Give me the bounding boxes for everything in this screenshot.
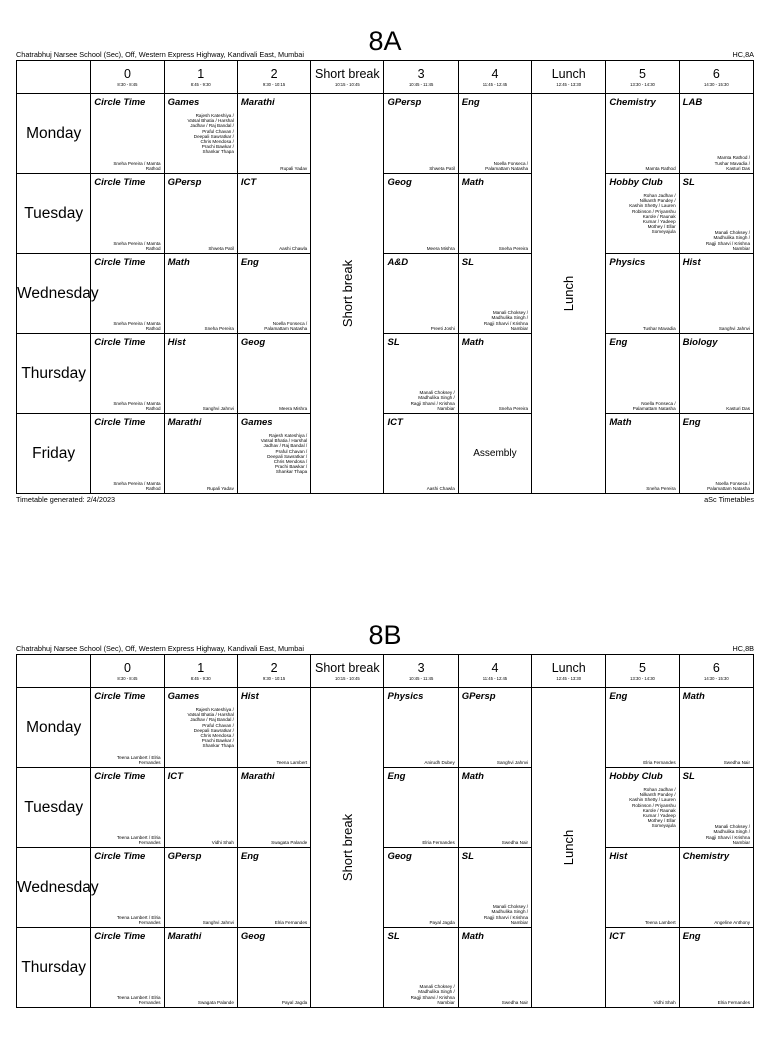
- lesson-cell[interactable]: [458, 334, 531, 414]
- subject-name: SL: [461, 257, 474, 268]
- period-time: 10:15 - 10:45: [334, 81, 360, 87]
- teacher-names: Sneha Pereira: [204, 325, 234, 331]
- lesson-cell[interactable]: [164, 254, 237, 334]
- period-label: 6: [712, 66, 720, 81]
- teacher-names: Shweta Patil: [208, 245, 234, 251]
- subject-name: Chemistry: [609, 97, 656, 108]
- day-label: Tuesday: [17, 174, 91, 254]
- header-row: [17, 655, 754, 688]
- day-row: [17, 768, 754, 848]
- period-label: 4: [491, 66, 499, 81]
- teacher-names: Tushar Mavadia: [642, 325, 676, 331]
- lunch-column: [532, 688, 606, 1008]
- lesson-cell[interactable]: [164, 928, 237, 1008]
- lunch-column: [532, 94, 606, 494]
- timetable-sheet: [16, 26, 754, 521]
- class-title: 8B: [368, 620, 402, 650]
- subject-name: Eng: [609, 337, 628, 348]
- period-header: [458, 655, 531, 688]
- lesson-cell[interactable]: [458, 414, 531, 494]
- school-name: Chatrabhuj Narsee School (Sec), Off, Western Express Highway, Kandivali East, Mumbai: [16, 50, 304, 59]
- day-row: [17, 928, 754, 1008]
- period-label: 3: [417, 66, 425, 81]
- subject-name: Chemistry: [682, 851, 730, 862]
- subject-name: Circle Time: [94, 931, 146, 942]
- subject-name: Circle Time: [94, 257, 146, 268]
- teacher-names: Kasturi Das: [726, 405, 750, 411]
- period-header: [679, 61, 753, 94]
- day-label: Thursday: [17, 334, 91, 414]
- lesson-cell[interactable]: [679, 334, 753, 414]
- subject-name: Hobby Club: [609, 177, 663, 188]
- lesson-cell[interactable]: [606, 174, 679, 254]
- subject-name: Eng: [240, 257, 259, 268]
- teacher-names: Teena Lambert / Elria Fernandes: [116, 914, 161, 925]
- period-time: 13:30 - 14:30: [630, 81, 655, 87]
- lesson-cell[interactable]: [606, 768, 679, 848]
- lesson-cell[interactable]: [237, 334, 310, 414]
- teacher-names: Manali Choksey / Madhulika Singh / Ragji Sharvi / Krishna Nambiar: [483, 904, 529, 925]
- teacher-names: Teena Lambert / Elria Fernandes: [116, 754, 161, 765]
- lesson-cell[interactable]: [91, 768, 164, 848]
- lesson-cell[interactable]: [679, 94, 753, 174]
- lesson-cell[interactable]: [458, 928, 531, 1008]
- teacher-names: Sanghvi Jahnvi: [202, 405, 234, 411]
- period-label: 2: [270, 660, 278, 675]
- lesson-cell[interactable]: [384, 334, 458, 414]
- subject-name: Hist: [682, 257, 701, 268]
- class-title: 8A: [368, 26, 402, 56]
- period-label: Lunch: [551, 660, 586, 675]
- teacher-names: Rohan Jadhav / Nilkanth Pandey / Kashin Shetty / Lauren Robinson / Priyanshu Karole / Raunak Kumar / Yadeep Mothey / Ellar Someyajula: [629, 787, 676, 829]
- teacher-names: Noella Fonseca / Palamattam Natasha: [485, 160, 529, 171]
- lesson-cell[interactable]: [606, 334, 679, 414]
- subject-name: Physics: [387, 691, 424, 702]
- subject-name: Hist: [167, 337, 186, 348]
- subject-name: Eng: [682, 931, 701, 942]
- short-break-label: Short break: [339, 259, 355, 327]
- day-label: Wednesday: [17, 848, 91, 928]
- period-time: 11:45 - 12:45: [482, 675, 508, 681]
- period-header: [532, 655, 606, 688]
- lesson-cell[interactable]: [384, 174, 458, 254]
- lesson-cell[interactable]: [91, 334, 164, 414]
- period-header: [91, 61, 164, 94]
- subject-name: Hist: [609, 851, 628, 862]
- subject-name: GPersp: [167, 177, 202, 188]
- day-row: [17, 334, 754, 414]
- period-label: 3: [417, 660, 425, 675]
- subject-name: ICT: [387, 417, 403, 428]
- subject-name: Math: [609, 417, 632, 428]
- timetable-sheet: [16, 620, 754, 1040]
- teacher-names: Manali Choksey / Madhulika Singh / Ragji Sharvi / Krishna Nambiar: [410, 390, 455, 411]
- generated-date: Timetable generated: 2/4/2023: [16, 495, 116, 504]
- teacher-names: Noella Fonseca / Palamattam Natasha: [632, 400, 676, 411]
- lesson-cell[interactable]: [458, 768, 531, 848]
- subject-name: SL: [387, 337, 400, 348]
- subject-name: Circle Time: [94, 97, 146, 108]
- day-label: Monday: [17, 688, 91, 768]
- class-code: HC,8B: [732, 644, 754, 653]
- teacher-names: Rajesh Kateshiya / Vatsal Bhatia / Harshal Jadhav / Raj Bandal / Praful Chavan / Deepali Sawratkar / Chris Mendosa / Prachi Bawkar / Shankar Thapa: [260, 433, 308, 475]
- subject-name: ICT: [240, 177, 257, 188]
- subject-name: GPersp: [167, 851, 202, 862]
- subject-name: Hobby Club: [609, 771, 663, 782]
- teacher-names: Swedha Nair: [501, 999, 529, 1005]
- teacher-names: Swagata Palande: [197, 999, 234, 1005]
- teacher-names: Swedha Nair: [501, 839, 529, 845]
- teacher-names: Sneha Pereira / Mamta Rathod: [113, 480, 161, 491]
- subject-name: SL: [461, 851, 474, 862]
- teacher-names: Swagata Palande: [271, 839, 308, 845]
- period-header: [384, 655, 458, 688]
- subject-name: Eng: [609, 691, 628, 702]
- lesson-cell[interactable]: [384, 94, 458, 174]
- teacher-names: Preeti Joshi: [430, 325, 455, 331]
- teacher-names: Elria Fernandes: [717, 999, 750, 1005]
- period-time: 8:30 - 8:45: [117, 675, 138, 681]
- lesson-cell[interactable]: [384, 254, 458, 334]
- timetable-grid: [16, 654, 754, 1008]
- header-row: [17, 61, 754, 94]
- lesson-cell[interactable]: [458, 254, 531, 334]
- period-label: Lunch: [551, 66, 586, 81]
- teacher-names: Mamta Rathod: [645, 165, 676, 171]
- short-break-column: [311, 688, 384, 1008]
- teacher-names: Sneha Pereira: [498, 245, 529, 251]
- day-label: Thursday: [17, 928, 91, 1008]
- subject-name: ICT: [609, 931, 625, 942]
- subject-name: Eng: [387, 771, 406, 782]
- subject-name: Circle Time: [94, 417, 146, 428]
- subject-name: Circle Time: [94, 337, 146, 348]
- period-header: [164, 61, 237, 94]
- lesson-cell[interactable]: [237, 254, 310, 334]
- lesson-cell[interactable]: [237, 848, 310, 928]
- subject-name: Eng: [240, 851, 259, 862]
- period-header: [237, 655, 310, 688]
- teacher-names: Sanghvi Jahnvi: [202, 919, 234, 925]
- lesson-cell[interactable]: [164, 688, 237, 768]
- period-label: 0: [123, 660, 131, 675]
- teacher-names: Aashi Chawla: [426, 485, 455, 491]
- day-row: [17, 414, 754, 494]
- period-label: 0: [123, 66, 131, 81]
- teacher-names: Sanghvi Jahnvi: [718, 325, 750, 331]
- short-break-label: Short break: [339, 813, 355, 881]
- period-header: [679, 655, 753, 688]
- lesson-cell[interactable]: [164, 334, 237, 414]
- teacher-names: Noella Fonseca / Palamattam Natasha: [707, 480, 750, 491]
- subject-name: Geog: [387, 177, 412, 188]
- teacher-names: Shweta Patil: [429, 165, 455, 171]
- teacher-names: Elria Fernandes: [274, 919, 308, 925]
- subject-name: Marathi: [240, 771, 275, 782]
- lesson-cell[interactable]: [606, 414, 679, 494]
- teacher-names: Rajesh Kateshiya / Vatsal Bhatia / Harshal Jadhav / Raj Bandal / Praful Chavan / Deepali Sawratkar / Chris Mendosa / Prachi Bawkar / Shankar Thapa: [187, 707, 234, 749]
- short-break-column: [311, 94, 384, 494]
- teacher-names: Rupali Yadav: [206, 485, 234, 491]
- lesson-cell[interactable]: [237, 768, 310, 848]
- lesson-cell[interactable]: [458, 688, 531, 768]
- subject-name: Math: [461, 337, 484, 348]
- lesson-cell[interactable]: [237, 688, 310, 768]
- lesson-cell[interactable]: [606, 254, 679, 334]
- subject-name: Geog: [240, 931, 266, 942]
- teacher-names: Mamta Rathod / Tushar Mavadia / Kasturi Das: [714, 155, 750, 171]
- lesson-cell[interactable]: [606, 928, 679, 1008]
- teacher-names: Manali Choksey / Madhulika Singh / Ragji Sharvi / Krishna Nambiar: [705, 230, 750, 251]
- lesson-cell[interactable]: [679, 848, 753, 928]
- lesson-cell[interactable]: [164, 414, 237, 494]
- lesson-cell[interactable]: [164, 94, 237, 174]
- period-time: 12:45 - 13:30: [556, 675, 582, 681]
- period-label: 2: [270, 66, 278, 81]
- teacher-names: Sneha Pereira / Mamta Rathod: [113, 400, 161, 411]
- teacher-names: Teena Lambert: [645, 919, 676, 925]
- lesson-cell[interactable]: [384, 928, 458, 1008]
- subject-name: Math: [167, 257, 190, 268]
- subject-name: LAB: [682, 97, 703, 108]
- teacher-names: Sneha Pereira / Mamta Rathod: [113, 160, 161, 171]
- subject-name: Eng: [461, 97, 480, 108]
- teacher-names: Manali Choksey / Madhulika Singh / Ragji Sharvi / Krishna Nambiar: [410, 984, 455, 1005]
- teacher-names: Meera Mishra: [279, 405, 308, 411]
- subject-name: Marathi: [167, 931, 202, 942]
- corner-cell: [17, 61, 91, 94]
- subject-name: Games: [240, 417, 273, 428]
- lesson-cell[interactable]: [606, 848, 679, 928]
- subject-name: Math: [461, 771, 484, 782]
- subject-name: SL: [682, 771, 695, 782]
- lesson-cell[interactable]: [679, 174, 753, 254]
- period-label: Short break: [315, 660, 380, 675]
- subject-name: SL: [682, 177, 695, 188]
- day-row: [17, 174, 754, 254]
- teacher-names: Elria Fernandes: [422, 839, 455, 845]
- subject-name: Circle Time: [94, 691, 146, 702]
- lesson-cell[interactable]: [91, 848, 164, 928]
- teacher-names: Meera Mishra: [426, 245, 455, 251]
- teacher-names: Sneha Pereira: [646, 485, 676, 491]
- day-label: Tuesday: [17, 768, 91, 848]
- period-time: 14:30 - 15:30: [703, 81, 729, 87]
- generator-credit: aSc Timetables: [704, 495, 754, 504]
- lesson-cell[interactable]: [91, 928, 164, 1008]
- subject-name: Games: [167, 691, 200, 702]
- period-header: [458, 61, 531, 94]
- lesson-cell[interactable]: [679, 928, 753, 1008]
- teacher-names: Manali Choksey / Madhulika Singh / Ragji Sharvi / Krishna Nambiar: [705, 824, 750, 845]
- corner-cell: [17, 655, 91, 688]
- lesson-cell[interactable]: [237, 414, 310, 494]
- lesson-cell[interactable]: [458, 94, 531, 174]
- period-label: 5: [639, 66, 646, 81]
- lesson-cell[interactable]: [91, 94, 164, 174]
- lunch-label: Lunch: [561, 275, 577, 311]
- subject-name: SL: [387, 931, 400, 942]
- period-time: 12:45 - 13:30: [556, 81, 582, 87]
- lesson-cell[interactable]: [91, 174, 164, 254]
- teacher-names: Aashi Chawla: [279, 245, 308, 251]
- period-header: [311, 61, 384, 94]
- period-header: [532, 61, 606, 94]
- teacher-names: Payal Jagda: [429, 919, 455, 925]
- period-header: [606, 655, 679, 688]
- subject-name: Geog: [240, 337, 266, 348]
- period-time: 10:45 - 11:45: [408, 675, 434, 681]
- teacher-names: Rajesh Kateshiya / Vatsal Bhatia / Harshal Jadhav / Raj Bandal / Praful Chavan / Deepali Sawratkar / Chris Mendosa / Prachi Bawkar / Shankar Thapa: [187, 113, 234, 155]
- teacher-names: Teena Lambert / Elria Fernandes: [116, 994, 161, 1005]
- teacher-names: Manali Choksey / Madhulika Singh / Ragji Sharvi / Krishna Nambiar: [483, 310, 529, 331]
- teacher-names: Rupali Yadav: [280, 165, 308, 171]
- lesson-cell[interactable]: [606, 688, 679, 768]
- day-label: Friday: [17, 414, 91, 494]
- lesson-cell[interactable]: [679, 688, 753, 768]
- subject-name: Biology: [682, 337, 718, 348]
- day-label: Wednesday: [17, 254, 91, 334]
- period-label: 1: [197, 660, 205, 675]
- lesson-cell[interactable]: [164, 768, 237, 848]
- period-time: 10:45 - 11:45: [408, 81, 434, 87]
- teacher-names: Vidhi Shah: [211, 839, 234, 845]
- period-header: [606, 61, 679, 94]
- period-label: 4: [491, 660, 499, 675]
- teacher-names: Sneha Pereira: [498, 405, 529, 411]
- lesson-cell[interactable]: [91, 414, 164, 494]
- lesson-cell[interactable]: [384, 688, 458, 768]
- subject-name: A&D: [387, 257, 409, 268]
- lesson-cell[interactable]: [384, 768, 458, 848]
- subject-name: Circle Time: [94, 771, 146, 782]
- subject-name: Circle Time: [94, 177, 146, 188]
- period-header: [384, 61, 458, 94]
- day-row: [17, 254, 754, 334]
- lesson-cell[interactable]: [237, 94, 310, 174]
- lesson-cell[interactable]: [237, 928, 310, 1008]
- timetable-grid: [16, 60, 754, 494]
- period-time: 14:30 - 15:30: [703, 675, 729, 681]
- period-header: [311, 655, 384, 688]
- teacher-names: Rohan Jadhav / Nilkanth Pandey / Kashin Shetty / Lauren Robinson / Priyanshu Karole / Raunak Kumar / Yadeep Mothey / Ellar Someyajula: [629, 193, 676, 235]
- day-row: [17, 94, 754, 174]
- period-header: [237, 61, 310, 94]
- day-row: [17, 688, 754, 768]
- subject-name: Hist: [240, 691, 259, 702]
- lesson-cell[interactable]: [458, 174, 531, 254]
- teacher-names: Swedha Nair: [723, 759, 750, 765]
- period-time: 9:30 - 10:15: [262, 81, 286, 87]
- lesson-cell[interactable]: [164, 174, 237, 254]
- teacher-names: Teena Lambert: [276, 759, 308, 765]
- period-label: Short break: [315, 66, 380, 81]
- period-label: 6: [712, 660, 720, 675]
- subject-name: Physics: [609, 257, 646, 268]
- period-time: 13:30 - 14:30: [630, 675, 655, 681]
- subject-name: Games: [167, 97, 200, 108]
- teacher-names: Vidhi Shah: [653, 999, 676, 1005]
- lesson-cell[interactable]: [458, 848, 531, 928]
- subject-name: GPersp: [387, 97, 422, 108]
- period-time: 8:30 - 8:45: [117, 81, 138, 87]
- teacher-names: Sneha Pereira / Mamta Rathod: [113, 240, 161, 251]
- subject-name: Geog: [387, 851, 412, 862]
- teacher-names: Angeline Anthony: [714, 919, 750, 925]
- lesson-cell[interactable]: [384, 848, 458, 928]
- lesson-cell[interactable]: [237, 174, 310, 254]
- teacher-names: Anirudh Dubey: [424, 759, 455, 765]
- period-header: [91, 655, 164, 688]
- subject-name: Math: [682, 691, 705, 702]
- teacher-names: Sneha Pereira / Mamta Rathod: [113, 320, 161, 331]
- subject-name: Eng: [682, 417, 701, 428]
- lesson-cell[interactable]: [91, 254, 164, 334]
- teacher-names: Payal Jagda: [281, 999, 308, 1005]
- subject-name: ICT: [167, 771, 183, 782]
- teacher-names: Teena Lambert / Elria Fernandes: [116, 834, 161, 845]
- period-label: 5: [639, 660, 646, 675]
- lesson-cell[interactable]: [679, 768, 753, 848]
- period-time: 9:30 - 10:15: [262, 675, 286, 681]
- subject-name: Circle Time: [94, 851, 146, 862]
- subject-name: Math: [461, 931, 484, 942]
- period-time: 10:15 - 10:45: [334, 675, 360, 681]
- subject-name: GPersp: [461, 691, 496, 702]
- lesson-cell[interactable]: [679, 414, 753, 494]
- class-code: HC,8A: [732, 50, 754, 59]
- teacher-names: Noella Fonseca / Palamattam Natasha: [264, 320, 308, 331]
- period-label: 1: [197, 66, 205, 81]
- lunch-label: Lunch: [561, 829, 577, 865]
- teacher-names: Elria Fernandes: [643, 759, 676, 765]
- day-label: Monday: [17, 94, 91, 174]
- subject-name: Marathi: [167, 417, 202, 428]
- day-row: [17, 848, 754, 928]
- subject-name: Marathi: [240, 97, 275, 108]
- lesson-cell[interactable]: [606, 94, 679, 174]
- school-name: Chatrabhuj Narsee School (Sec), Off, Western Express Highway, Kandivali East, Mumbai: [16, 644, 304, 653]
- lesson-cell[interactable]: [164, 848, 237, 928]
- lesson-cell[interactable]: [384, 414, 458, 494]
- period-time: 8:45 - 9:30: [190, 675, 211, 681]
- lesson-cell[interactable]: [91, 688, 164, 768]
- period-time: 11:45 - 12:45: [482, 81, 508, 87]
- period-header: [164, 655, 237, 688]
- teacher-names: Sanghvi Jahnvi: [496, 759, 529, 765]
- period-time: 8:45 - 9:30: [190, 81, 211, 87]
- subject-name: Math: [461, 177, 484, 188]
- lesson-cell[interactable]: [679, 254, 753, 334]
- assembly-label: Assembly: [473, 448, 517, 459]
